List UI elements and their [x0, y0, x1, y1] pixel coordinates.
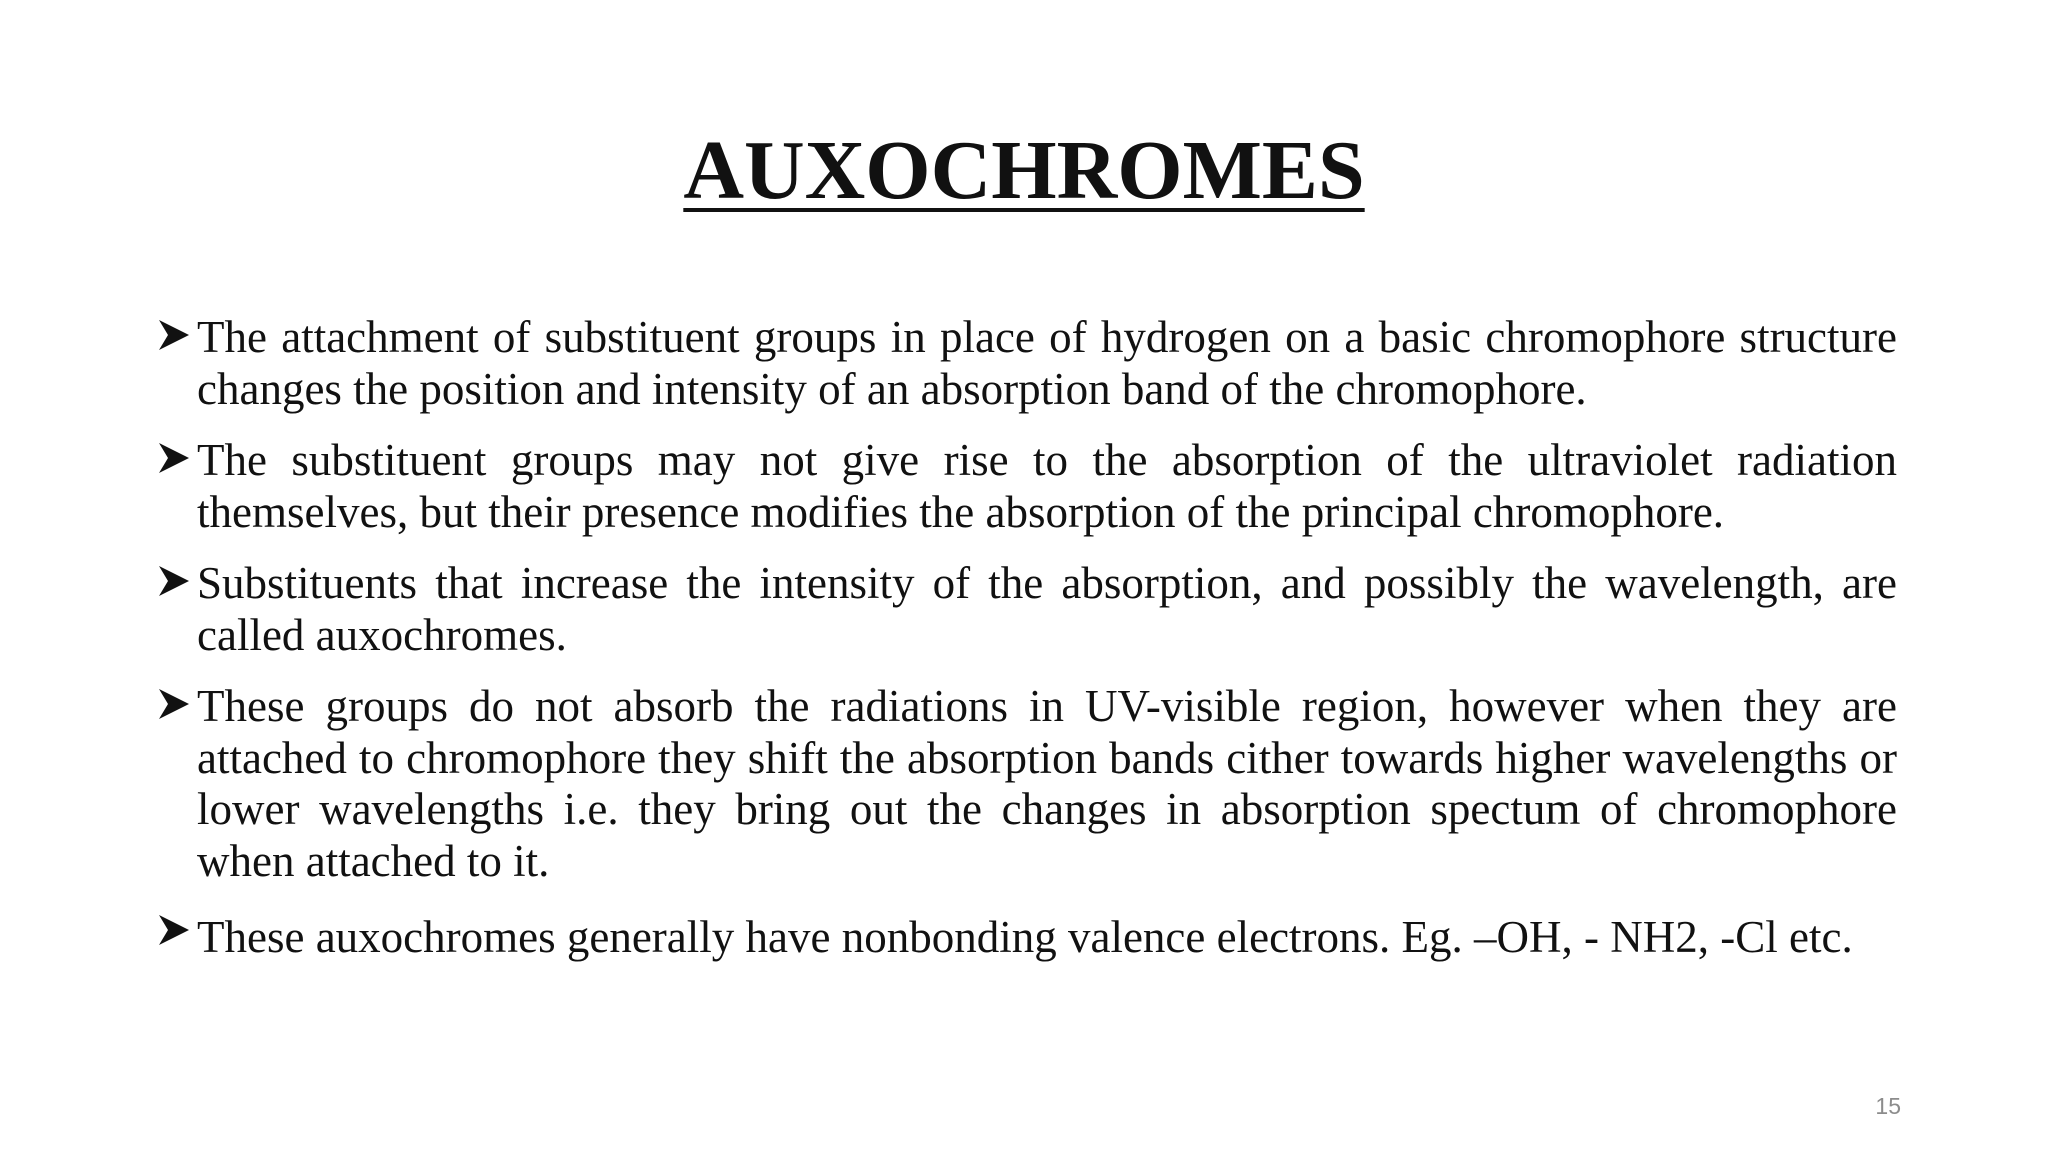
bullet-item: [157, 907, 1897, 967]
arrow-bullet-icon: [157, 318, 191, 352]
bullet-text: The substituent groups may not give rise to the absorption of the ultraviolet radiation themselves, but their presence modifies the absorption of the principal chromophore.: [197, 435, 1897, 537]
arrow-bullet-icon: [157, 913, 191, 947]
bullet-item: [157, 558, 1897, 661]
page-number: 15: [1875, 1093, 1901, 1119]
arrow-bullet-icon: [157, 564, 191, 598]
bullet-text: The attachment of substituent groups in place of hydrogen on a basic chromophore structure changes the position and intensity of an absorption band of the chromophore.: [197, 312, 1897, 414]
bullet-text: These auxochromes generally have nonbonding valence electrons. Eg. –OH, - NH2, -Cl etc.: [197, 912, 1853, 962]
bullet-item: [157, 681, 1897, 887]
slide-title-text: AUXOCHROMES: [683, 124, 1365, 217]
bullet-item: [157, 312, 1897, 415]
bullet-item: [157, 435, 1897, 538]
slide-title: [0, 125, 2048, 217]
bullet-list: [157, 312, 1897, 987]
bullet-text: Substituents that increase the intensity of the absorption, and possibly the wavelength, are called auxochromes.: [197, 558, 1897, 660]
bullet-text: These groups do not absorb the radiations in UV-visible region, however when they are attached to chromophore they shift the absorption bands cither towards higher wavelengths or lower wavelengths i.e. they bring out the changes in absorption spectum of chromophore when attached to it.: [197, 681, 1897, 886]
arrow-bullet-icon: [157, 687, 191, 721]
arrow-bullet-icon: [157, 441, 191, 475]
